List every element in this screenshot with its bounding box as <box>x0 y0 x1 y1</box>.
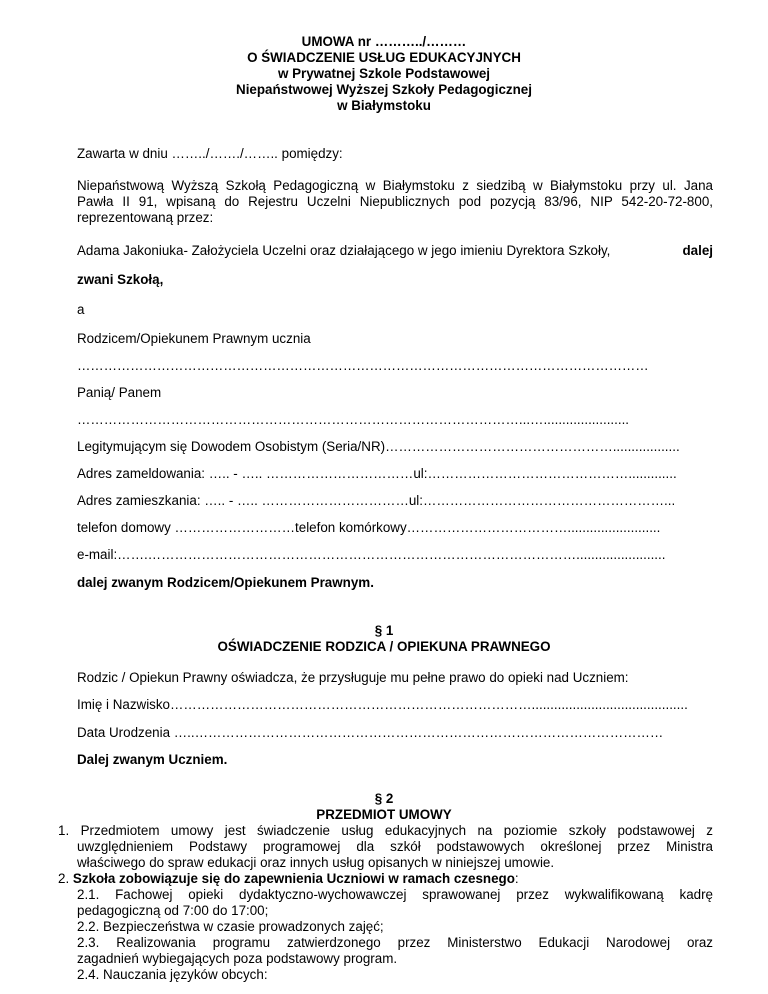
section-2-title: PRZEDMIOT UMOWY <box>316 807 452 822</box>
clause-2-1-line-2: pedagogiczną od 7:00 do 17:00; <box>77 903 269 918</box>
clause-1-line-2: uwzględnieniem Podstawy programowej dla szkół podstawowych określonej przez Ministra <box>77 839 713 854</box>
section-1-statement: Rodzic / Opiekun Prawny oświadcza, że przysługuje mu pełne prawo do opieki nad Uczniem: <box>77 670 629 685</box>
phone-line: telefon domowy ………………………telefon komórkowy………………………………......................... <box>77 520 661 535</box>
birth-date-line: Data Urodzenia …..…………………………………………………………………………………………… <box>77 725 664 740</box>
clause-2-number: 2. <box>58 871 70 886</box>
clause-2-3-line-2: zagadnień wybiegających poza podstawowy program. <box>77 951 398 966</box>
section-2-number: § 2 <box>374 791 394 806</box>
clause-2-bold: Szkoła zobowiązuje się do zapewnienia Uczniowi w ramach czesnego <box>72 871 515 886</box>
parent-name-blank: ………………………………………………………………………………………...…....................... <box>77 412 630 427</box>
clause-1-line-1: 1. Przedmiotem umowy jest świadczenie usług edukacyjnych na poziomie szkoły podstawowej z <box>58 823 713 838</box>
contract-title: UMOWA nr ………../……… <box>301 34 467 49</box>
representative-line <box>77 243 713 259</box>
clause-2-3-line-1: 2.3. Realizowania programu zatwierdzonego przez Ministerstwo Edukacji Narodowej oraz <box>77 935 713 950</box>
clause-2-1-line-1: 2.1. Fachowej opieki dydaktyczno-wychowawczej sprawowanej przez wykwalifikowaną kadrę <box>77 887 713 902</box>
date-line: Zawarta w dniu ……../……./…….. pomiędzy: <box>77 146 343 161</box>
school-name: w Prywatnej Szkole Podstawowej <box>277 66 491 81</box>
school-definition: zwani Szkołą, <box>77 272 164 287</box>
clause-2-colon: : <box>514 871 519 886</box>
mr-mrs-label: Panią/ Panem <box>77 385 162 400</box>
conjunction-a: a <box>77 302 85 317</box>
university-name: Niepaństwowej Wyższej Szkoły Pedagogicznej <box>236 82 532 97</box>
representative-bold: dalej <box>682 243 713 258</box>
party-line-2: Pawła II 91, wpisaną do Rejestru Uczelni Niepublicznych pod pozycją 83/96, NIP 542-20-72-800, <box>77 194 713 209</box>
registered-address-line: Adres zameldowania: ….. - ….. ……………………………ul:………………………………………............. <box>77 466 677 481</box>
id-document-line: Legitymującym się Dowodem Osobistym (Seria/NR)…………………………………………….................. <box>77 439 680 454</box>
clause-1-line-3: właściwego do spraw edukacji oraz innych usług opisanych w niniejszej umowie. <box>77 855 555 870</box>
clause-2-heading <box>58 871 519 887</box>
email-line: e-mail:…….……………………………………………………………………………………........................ <box>77 547 666 562</box>
party-line-3: reprezentowaną przez: <box>77 210 214 225</box>
clause-2-2: 2.2. Bezpieczeństwa w czasie prowadzonych zajęć; <box>77 919 384 934</box>
representative-text: Adama Jakoniuka- Założyciela Uczelni oraz działającego w jego imieniu Dyrektora Szkoły, <box>77 243 611 258</box>
student-name-blank: ………………………………………………………………………………………………………………… <box>77 358 649 373</box>
parent-definition: dalej zwanym Rodzicem/Opiekunem Prawnym. <box>77 575 374 590</box>
section-1-title: OŚWIADCZENIE RODZICA / OPIEKUNA PRAWNEGO <box>217 639 551 654</box>
city: w Białymstoku <box>337 98 431 113</box>
parent-label: Rodzicem/Opiekunem Prawnym ucznia <box>77 331 311 346</box>
student-definition: Dalej zwanym Uczniem. <box>77 752 228 767</box>
clause-2-4: 2.4. Nauczania języków obcych: <box>77 967 268 982</box>
residence-address-line: Adres zamieszkania: ….. - ….. ……………………………ul:………………………………………………... <box>77 493 676 508</box>
student-name-line: Imię i Nazwisko……………………………………………………………………….......................................... <box>77 697 688 712</box>
section-1-number: § 1 <box>374 623 394 638</box>
party-line-1: Niepaństwową Wyższą Szkołą Pedagogiczną w Białymstoku z siedzibą w Białymstoku przy ul. Jana <box>77 178 713 193</box>
contract-subject: O ŚWIADCZENIE USŁUG EDUKACYJNYCH <box>247 50 521 65</box>
